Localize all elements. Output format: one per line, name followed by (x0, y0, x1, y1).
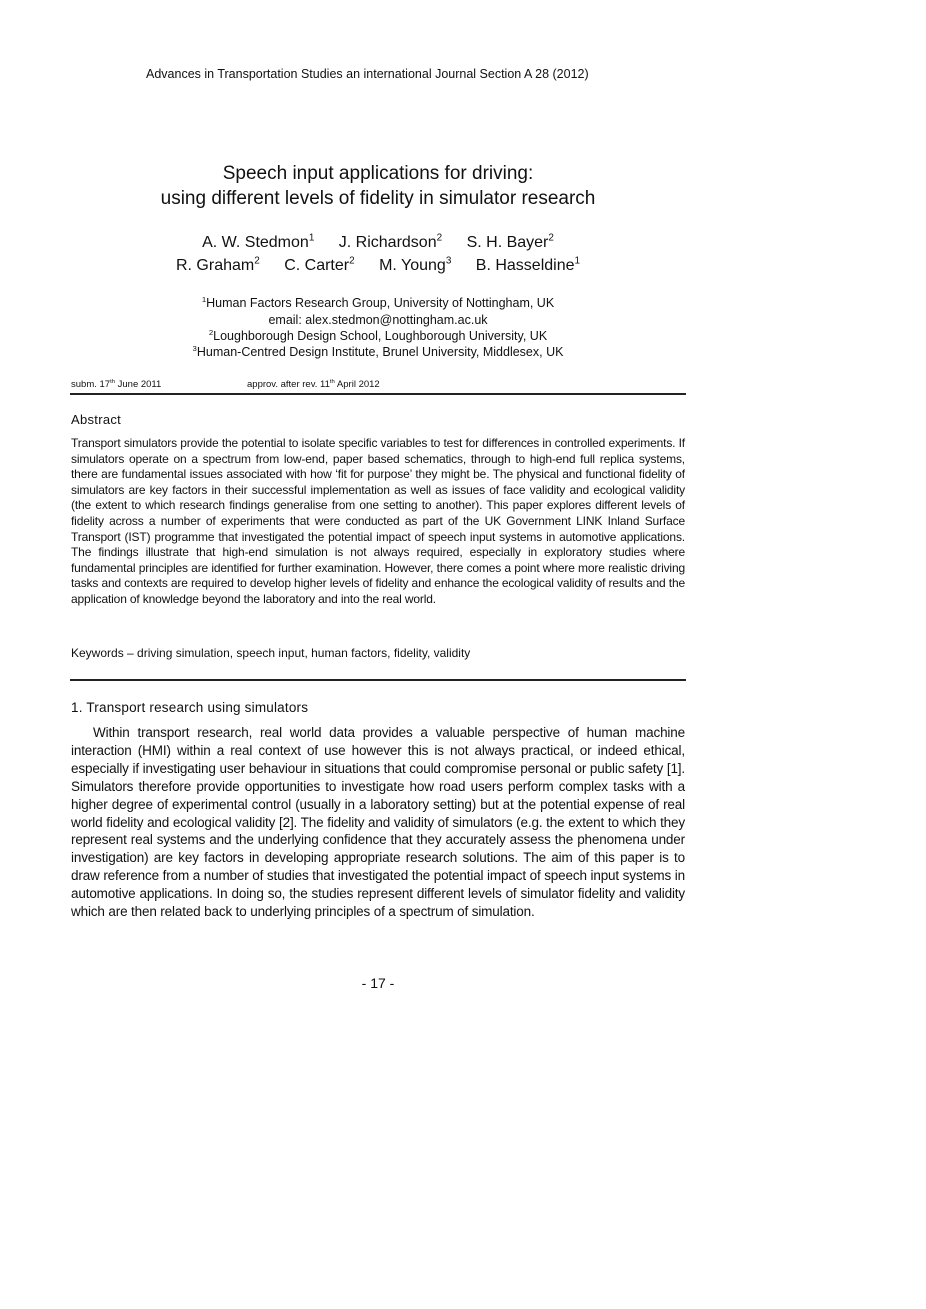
author-line-2 (70, 257, 686, 275)
paper-title-line-1: Speech input applications for driving: (222, 163, 534, 184)
section-body: Within transport research, real world data provides a valuable perspective of human machine interaction (HMI) within a real context of use however this is not always practical, or indeed ethical, especially if investigating user behaviour in situations that could compromise personal or public safety [1]. Simulators therefore provide opportunities to investigate how road users perform complex tasks with a higher degree of experimental control (usually in a laboratory setting) but at the potential expense of real world fidelity and ecological validity [2]. The fidelity and validity of simulators (e.g. the extent to which they represent real systems and the underlying confidence that they accurately assess the phenomena under investigation) are key factors in developing appropriate research solutions. The aim of this paper is to draw reference from a number of studies that investigated the potential impact of speech input systems in automotive applications. In doing so, the studies represent different levels of simulator fidelity and validity which are then related back to underlying principles of a spectrum of simulation. (71, 725, 685, 920)
page-number: - 17 - (361, 975, 395, 991)
author-line-1 (70, 234, 686, 252)
approved-date: approv. after rev. 11th April 2012 (247, 378, 380, 390)
abstract-body: Transport simulators provide the potential to isolate specific variables to test for differences in controlled experiments. If simulators operate on a spectrum from low-end, paper based schematics, through to high-end full replica systems, there are fundamental issues associated with how ‘fit for purpose’ they might be. The physical and functional fidelity of simulators are key factors in their successful implementation as well as issues of face validity and ecological validity (the extent to which research findings generalise from one setting to another). This paper explores different levels of fidelity across a number of experiments that were conducted as part of the UK Government LINK Inland Surface Transport (IST) programme that investigated the potential impact of speech input systems in automotive applications. The findings illustrate that high-end simulation is not always required, especially in exploratory studies where fundamental principles are identified for further examination. However, there comes a point where more realistic driving tasks and contexts are required to develop higher levels of fidelity and enhance the ecological validity of results and the application of knowledge beyond the laboratory and into the real world. (71, 436, 685, 606)
divider-rule-top (70, 393, 686, 395)
author: M. Young$^3$ (379, 255, 452, 274)
affiliation-1: $^1$Human Factors Research Group, University of Nottingham, UK (201, 294, 555, 310)
divider-rule-bottom (70, 679, 686, 681)
author: A. W. Stedmon$^1$ (202, 232, 315, 251)
author-email: email: alex.stedmon@nottingham.ac.uk (268, 313, 488, 327)
author: J. Richardson$^2$ (338, 232, 443, 251)
journal-header: Advances in Transportation Studies an international Journal Section A 28 (2012) (146, 67, 589, 81)
section-heading: 1. Transport research using simulators (71, 700, 309, 715)
keywords: Keywords – driving simulation, speech input, human factors, fidelity, validity (71, 646, 471, 660)
paper-title-line-2: using different levels of fidelity in simulator research (160, 188, 596, 209)
abstract-heading: Abstract (71, 412, 122, 427)
affiliation-2: $^2$Loughborough Design School, Loughborough University, UK (208, 327, 548, 343)
affiliation-3: $^3$Human-Centred Design Institute, Brunel University, Middlesex, UK (192, 343, 564, 359)
author: R. Graham$^2$ (175, 255, 260, 274)
author: B. Hasseldine$^1$ (475, 255, 581, 274)
author: S. H. Bayer$^2$ (466, 232, 554, 251)
author: C. Carter$^2$ (284, 255, 355, 274)
submitted-date: subm. 17th June 2011 (71, 378, 162, 390)
